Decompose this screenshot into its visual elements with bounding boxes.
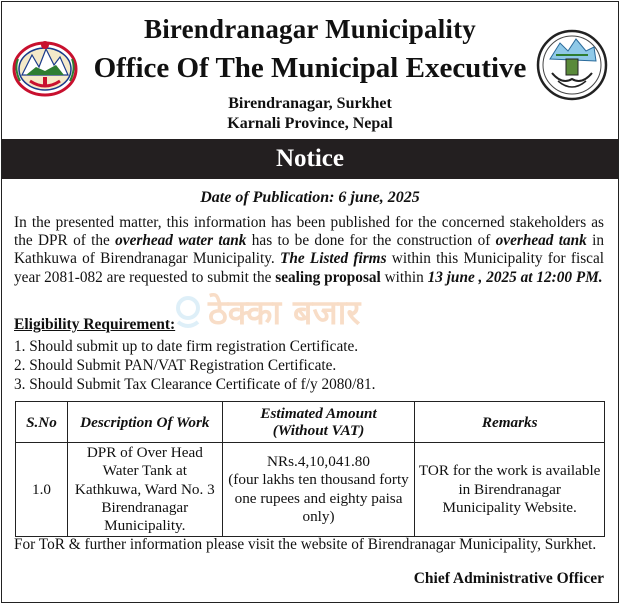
body-emph-overhead-water-tank: overhead water tank	[115, 232, 247, 250]
cell-amount-figure: NRs.4,10,041.80	[267, 453, 370, 471]
eligibility-list	[14, 337, 375, 394]
body-text-5: within	[380, 268, 428, 286]
header-amount-line1: Estimated Amount	[260, 405, 377, 422]
header-amount-line2: (Without VAT)	[272, 422, 365, 439]
header-remarks: Remarks	[415, 402, 605, 443]
publication-date: Date of Publication: 6 june, 2025	[200, 189, 420, 206]
eligibility-heading: Eligibility Requirement:	[14, 316, 176, 333]
table-header-row	[16, 402, 605, 443]
signatory-title: Chief Administrative Officer	[413, 570, 604, 587]
body-emph-sealing-proposal: sealing proposal	[275, 268, 381, 286]
notice-body-paragraph	[14, 214, 604, 287]
watermark-text: ठेक्का बजार	[208, 293, 361, 333]
header-amount	[222, 402, 415, 443]
table-row	[16, 443, 605, 537]
notice-title-bar	[2, 139, 618, 179]
notice-title: Notice	[275, 145, 345, 172]
cell-remarks: TOR for the work is available in Birendranagar Municipality Website.	[415, 443, 605, 537]
eligibility-item: 1. Should submit up to date firm registration Certificate.	[14, 338, 359, 355]
office-name: Office Of The Municipal Executive	[93, 52, 527, 84]
watermark-logo	[172, 286, 472, 338]
notice-document	[1, 1, 619, 603]
cell-description: DPR of Over Head Water Tank at Kathkuwa, Ward No. 3 Birendranagar Municipality.	[67, 443, 222, 537]
work-table	[15, 401, 605, 537]
body-emph-overhead-tank: overhead tank	[495, 232, 587, 250]
body-text-2: has to be done for the construction of	[246, 232, 496, 250]
header-description: Description Of Work	[67, 402, 222, 443]
body-text-1: In the presented matter, this information has been published for the concerned stakeholders as the DPR of the	[14, 214, 604, 250]
eligibility-item: 2. Should Submit PAN/VAT Registration Certificate.	[14, 357, 337, 374]
municipality-logo	[536, 29, 608, 101]
eligibility-item: 3. Should Submit Tax Clearance Certificate of f/y 2080/81.	[14, 376, 376, 393]
header-sno: S.No	[16, 402, 68, 443]
address-city: Birendranagar, Surkhet	[228, 95, 392, 112]
address-province: Karnali Province, Nepal	[227, 115, 393, 132]
body-emph-listed-firms: The Listed firms	[279, 250, 387, 268]
footer-info-text: For ToR & further information please visit the website of Birendranagar Municipality, Surkhet.	[14, 536, 597, 553]
body-emph-deadline: 13 june , 2025 at 12:00 PM.	[427, 268, 603, 286]
document-header	[2, 2, 618, 138]
body-text-4: within this Municipality for fiscal year 2081-082 are requested to submit the	[14, 250, 604, 286]
cell-amount-words: (four lakhs ten thousand forty one rupees and eighty paisa only)	[228, 471, 409, 526]
cell-amount	[222, 443, 415, 537]
municipality-name: Birendranagar Municipality	[144, 14, 476, 44]
body-text-3: in Kathkuwa of Birendranagar Municipality.	[14, 232, 605, 268]
cell-sno: 1.0	[16, 443, 68, 537]
